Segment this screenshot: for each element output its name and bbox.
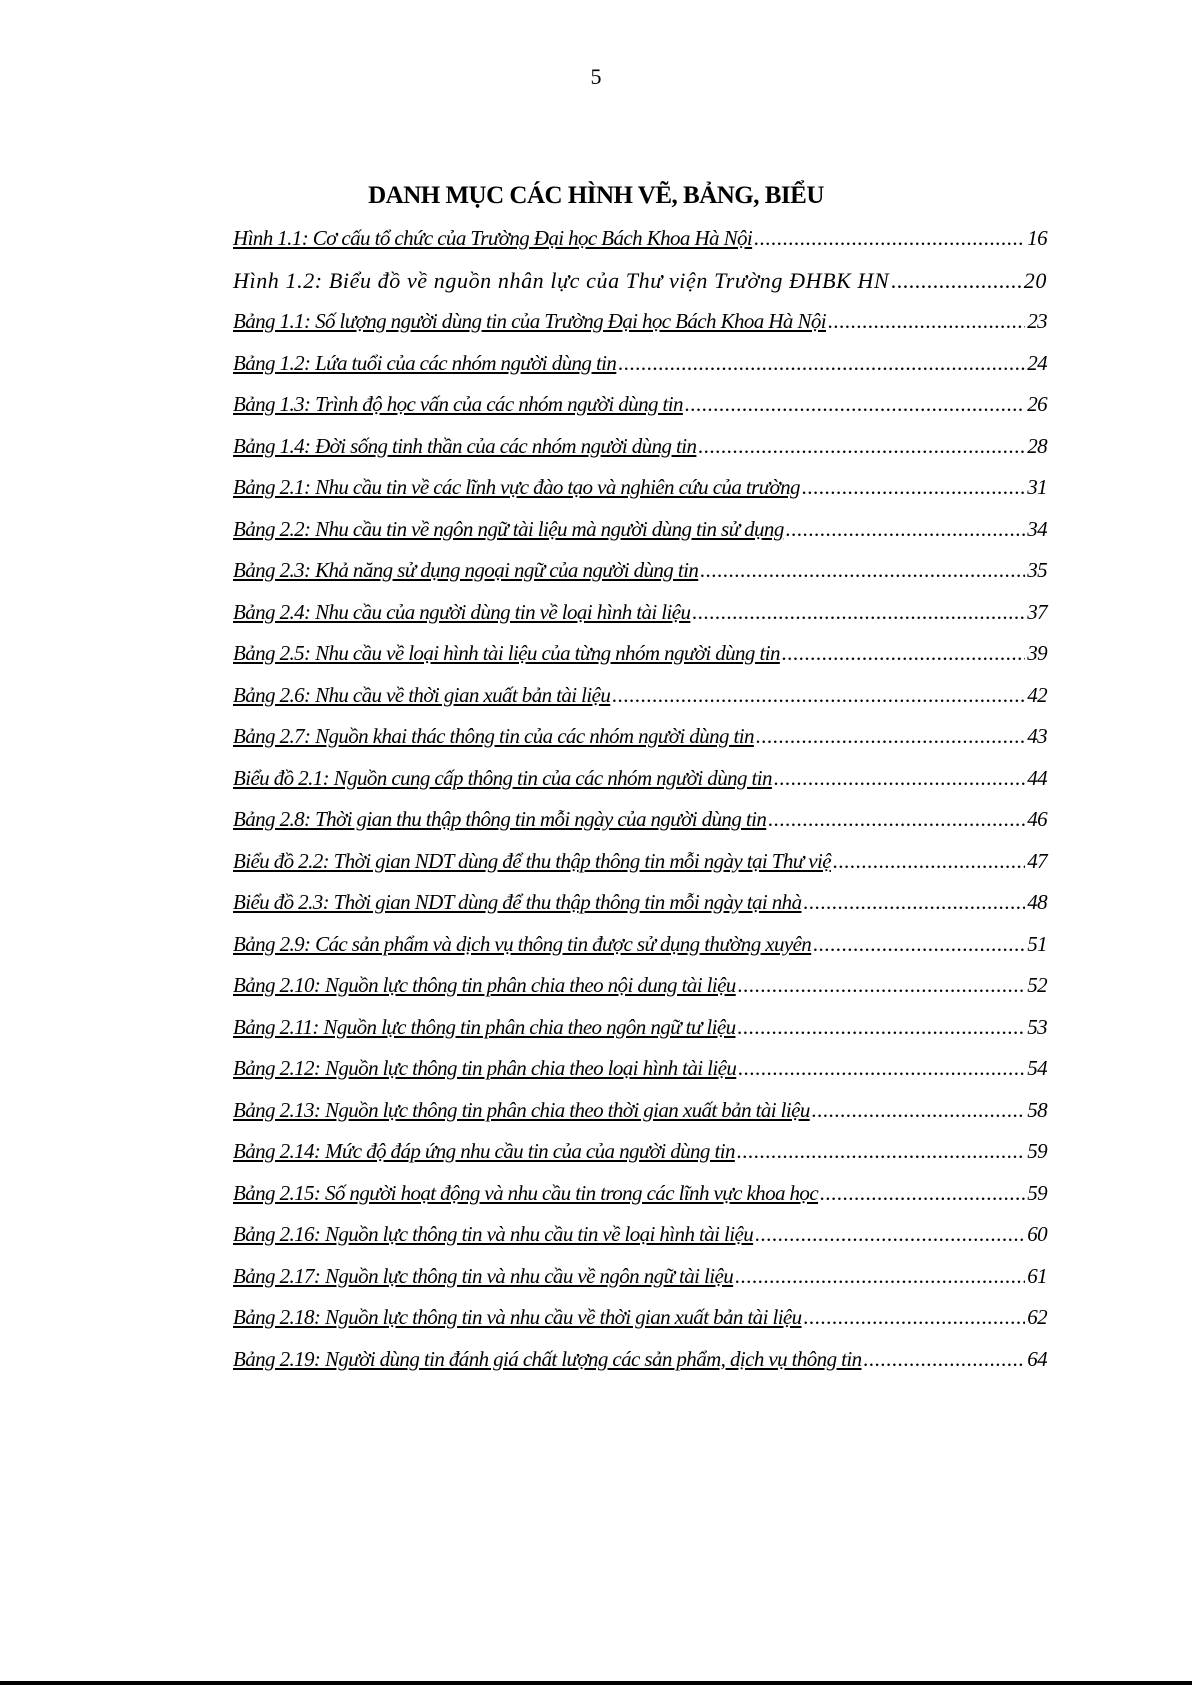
dot-leader bbox=[692, 600, 1025, 625]
toc-entry-bang-2-9[interactable] bbox=[233, 932, 1047, 974]
dot-leader bbox=[754, 226, 1025, 251]
toc-entry-label: Bảng 2.8: Thời gian thu thập thông tin mỗi ngày của người dùng tin bbox=[233, 807, 767, 831]
toc-entry-bang-2-5[interactable] bbox=[233, 641, 1047, 683]
toc-entry-label: Bảng 2.16: Nguồn lực thông tin và nhu cầu tin về loại hình tài liệu bbox=[233, 1222, 754, 1246]
toc-entry-label: Bảng 2.1: Nhu cầu tin về các lĩnh vực đào tạo và nghiên cứu của trường bbox=[233, 475, 800, 499]
page-bottom-edge bbox=[0, 1681, 1192, 1685]
dot-leader bbox=[804, 890, 1026, 915]
toc-entry-label: Bảng 2.19: Người dùng tin đánh giá chất lượng các sản phẩm, dịch vụ thông tin bbox=[233, 1346, 862, 1371]
toc-entry-page: 39 bbox=[1027, 641, 1047, 665]
dot-leader bbox=[612, 683, 1025, 708]
toc-entry-label: Bảng 2.15: Số người hoạt động và nhu cầu tin trong các lĩnh vực khoa học bbox=[233, 1180, 819, 1205]
toc-entry-page: 43 bbox=[1027, 724, 1047, 748]
toc-entry-label: Bảng 2.7: Nguồn khai thác thông tin của các nhóm người dùng tin bbox=[233, 724, 754, 748]
toc-entry-bang-1-1[interactable] bbox=[233, 309, 1047, 351]
toc-entry-label: Bảng 2.11: Nguồn lực thông tin phân chia theo ngôn ngữ tư liệu bbox=[233, 1014, 736, 1039]
toc-entry-page: 16 bbox=[1027, 226, 1047, 250]
dot-leader bbox=[738, 973, 1025, 998]
toc-entry-bang-2-2[interactable] bbox=[233, 517, 1047, 559]
toc-entry-label: Bảng 2.10: Nguồn lực thông tin phân chia theo nội dung tài liệu bbox=[233, 973, 736, 997]
toc-entry-label: Bảng 2.17: Nguồn lực thông tin và nhu cầu về ngôn ngữ tài liệu bbox=[233, 1263, 734, 1288]
toc-entry-bang-1-3[interactable] bbox=[233, 392, 1047, 434]
dot-leader bbox=[685, 392, 1025, 417]
dot-leader bbox=[786, 517, 1025, 542]
toc-entry-hinh-1-2[interactable] bbox=[233, 268, 1047, 310]
toc-entry-page: 44 bbox=[1027, 765, 1047, 790]
toc-entry-bang-1-4[interactable] bbox=[233, 434, 1047, 476]
dot-leader bbox=[804, 1305, 1026, 1330]
toc-entry-label: Bảng 1.1: Số lượng người dùng tin của Trường Đại học Bách Khoa Hà Nội bbox=[233, 309, 826, 333]
toc-entry-page: 46 bbox=[1027, 807, 1047, 831]
toc-entry-label: Bảng 1.2: Lứa tuổi của các nhóm người dùng tin bbox=[233, 350, 617, 375]
toc-entry-bang-1-2[interactable] bbox=[233, 351, 1047, 393]
toc-entry-bieu-do-2-2[interactable] bbox=[233, 849, 1047, 891]
toc-entry-bang-2-19[interactable] bbox=[233, 1347, 1047, 1389]
toc-entry-label: Bảng 2.13: Nguồn lực thông tin phân chia theo thời gian xuất bản tài liệu bbox=[233, 1097, 810, 1122]
dot-leader bbox=[802, 475, 1025, 500]
toc-entry-label: Bảng 2.6: Nhu cầu về thời gian xuất bản tài liệu bbox=[233, 682, 611, 707]
toc-entry-page: 54 bbox=[1027, 1056, 1047, 1080]
toc-entry-bang-2-1[interactable] bbox=[233, 475, 1047, 517]
toc-entry-page: 48 bbox=[1027, 890, 1047, 914]
toc-entry-page: 64 bbox=[1027, 1346, 1047, 1371]
dot-leader bbox=[737, 1015, 1025, 1040]
toc-entry-page: 62 bbox=[1027, 1305, 1047, 1329]
toc-entry-label: Biểu đồ 2.1: Nguồn cung cấp thông tin của các nhóm người dùng tin bbox=[233, 765, 772, 790]
toc-entry-label: Biểu đồ 2.3: Thời gian NDT dùng để thu thập thông tin mỗi ngày tại nhà bbox=[233, 890, 802, 914]
toc-entry-page: 53 bbox=[1027, 1014, 1047, 1039]
dot-leader bbox=[700, 558, 1025, 583]
toc-entry-page: 47 bbox=[1027, 848, 1047, 873]
toc-entry-page: 24 bbox=[1027, 350, 1047, 375]
toc-entry-page: 52 bbox=[1027, 973, 1047, 997]
toc-entry-page: 34 bbox=[1027, 516, 1047, 541]
page-title: DANH MỤC CÁC HÌNH VẼ, BẢNG, BIỂU bbox=[368, 182, 824, 209]
toc-entry-label: Bảng 1.3: Trình độ học vấn của các nhóm người dùng tin bbox=[233, 392, 683, 416]
dot-leader bbox=[735, 1264, 1025, 1289]
toc-entry-page: 26 bbox=[1027, 392, 1047, 416]
toc-entry-label: Bảng 1.4: Đời sống tinh thần của các nhóm người dùng tin bbox=[233, 433, 697, 458]
toc-entry-label: Bảng 2.3: Khả năng sử dụng ngoại ngữ của người dùng tin bbox=[233, 558, 699, 582]
dot-leader bbox=[812, 1098, 1025, 1123]
toc-entry-bang-2-6[interactable] bbox=[233, 683, 1047, 725]
dot-leader bbox=[738, 1056, 1025, 1081]
toc-entry-label: Bảng 2.2: Nhu cầu tin về ngôn ngữ tài liệu mà người dùng tin sử dụng bbox=[233, 516, 784, 541]
toc-entry-label: Hình 1.2: Biểu đồ về nguồn nhân lực của Thư viện Trường ĐHBK HN bbox=[233, 267, 890, 293]
toc-entry-bang-2-12[interactable] bbox=[233, 1056, 1047, 1098]
dot-leader bbox=[782, 641, 1025, 666]
toc-entry-label: Bảng 2.4: Nhu cầu của người dùng tin về loại hình tài liệu bbox=[233, 599, 691, 624]
dot-leader bbox=[768, 807, 1025, 832]
toc-entry-bang-2-10[interactable] bbox=[233, 973, 1047, 1015]
dot-leader bbox=[737, 1139, 1025, 1164]
toc-entry-page: 20 bbox=[1023, 267, 1047, 293]
toc-entry-label: Bảng 2.14: Mức độ đáp ứng nhu cầu tin của của người dùng tin bbox=[233, 1139, 735, 1163]
toc-entry-label: Hình 1.1: Cơ cấu tổ chức của Trường Đại học Bách Khoa Hà Nội bbox=[233, 226, 753, 250]
dot-leader bbox=[618, 351, 1025, 376]
dot-leader bbox=[820, 1181, 1025, 1206]
toc-entry-label: Bảng 2.12: Nguồn lực thông tin phân chia theo loại hình tài liệu bbox=[233, 1056, 737, 1080]
toc-entry-hinh-1-1[interactable] bbox=[233, 226, 1047, 268]
toc-entry-bang-2-14[interactable] bbox=[233, 1139, 1047, 1181]
toc-list bbox=[233, 226, 1047, 1388]
toc-entry-bang-2-8[interactable] bbox=[233, 807, 1047, 849]
toc-entry-bang-2-15[interactable] bbox=[233, 1181, 1047, 1223]
toc-entry-page: 59 bbox=[1027, 1180, 1047, 1205]
toc-entry-page: 61 bbox=[1027, 1263, 1047, 1288]
toc-entry-bang-2-18[interactable] bbox=[233, 1305, 1047, 1347]
toc-entry-bieu-do-2-3[interactable] bbox=[233, 890, 1047, 932]
toc-entry-page: 35 bbox=[1027, 558, 1047, 582]
dot-leader bbox=[755, 1222, 1025, 1247]
toc-entry-page: 31 bbox=[1027, 475, 1047, 499]
toc-entry-bang-2-11[interactable] bbox=[233, 1015, 1047, 1057]
toc-entry-bang-2-3[interactable] bbox=[233, 558, 1047, 600]
toc-entry-label: Bảng 2.9: Các sản phẩm và dịch vụ thông tin được sử dụng thường xuyên bbox=[233, 931, 812, 956]
toc-entry-page: 60 bbox=[1027, 1222, 1047, 1246]
page-number: 5 bbox=[590, 64, 602, 89]
dot-leader bbox=[864, 1347, 1026, 1372]
toc-entry-bieu-do-2-1[interactable] bbox=[233, 766, 1047, 808]
toc-entry-page: 59 bbox=[1027, 1139, 1047, 1163]
toc-entry-page: 58 bbox=[1027, 1097, 1047, 1122]
dot-leader bbox=[833, 849, 1025, 874]
dot-leader bbox=[774, 766, 1025, 791]
toc-entry-bang-2-4[interactable] bbox=[233, 600, 1047, 642]
toc-entry-bang-2-7[interactable] bbox=[233, 724, 1047, 766]
dot-leader bbox=[756, 724, 1025, 749]
dot-leader bbox=[698, 434, 1025, 459]
toc-entry-page: 37 bbox=[1027, 599, 1047, 624]
toc-entry-bang-2-13[interactable] bbox=[233, 1098, 1047, 1140]
toc-entry-page: 28 bbox=[1027, 433, 1047, 458]
toc-entry-bang-2-17[interactable] bbox=[233, 1264, 1047, 1306]
dot-leader bbox=[891, 268, 1022, 294]
toc-entry-bang-2-16[interactable] bbox=[233, 1222, 1047, 1264]
toc-entry-page: 23 bbox=[1027, 309, 1047, 333]
dot-leader bbox=[813, 932, 1025, 957]
toc-entry-page: 51 bbox=[1027, 931, 1047, 956]
toc-entry-page: 42 bbox=[1027, 682, 1047, 707]
toc-entry-label: Biểu đồ 2.2: Thời gian NDT dùng để thu thập thông tin mỗi ngày tại Thư việ bbox=[233, 848, 831, 873]
toc-entry-label: Bảng 2.18: Nguồn lực thông tin và nhu cầu về thời gian xuất bản tài liệu bbox=[233, 1305, 802, 1329]
toc-entry-label: Bảng 2.5: Nhu cầu về loại hình tài liệu của từng nhóm người dùng tin bbox=[233, 641, 780, 665]
dot-leader bbox=[828, 309, 1025, 334]
